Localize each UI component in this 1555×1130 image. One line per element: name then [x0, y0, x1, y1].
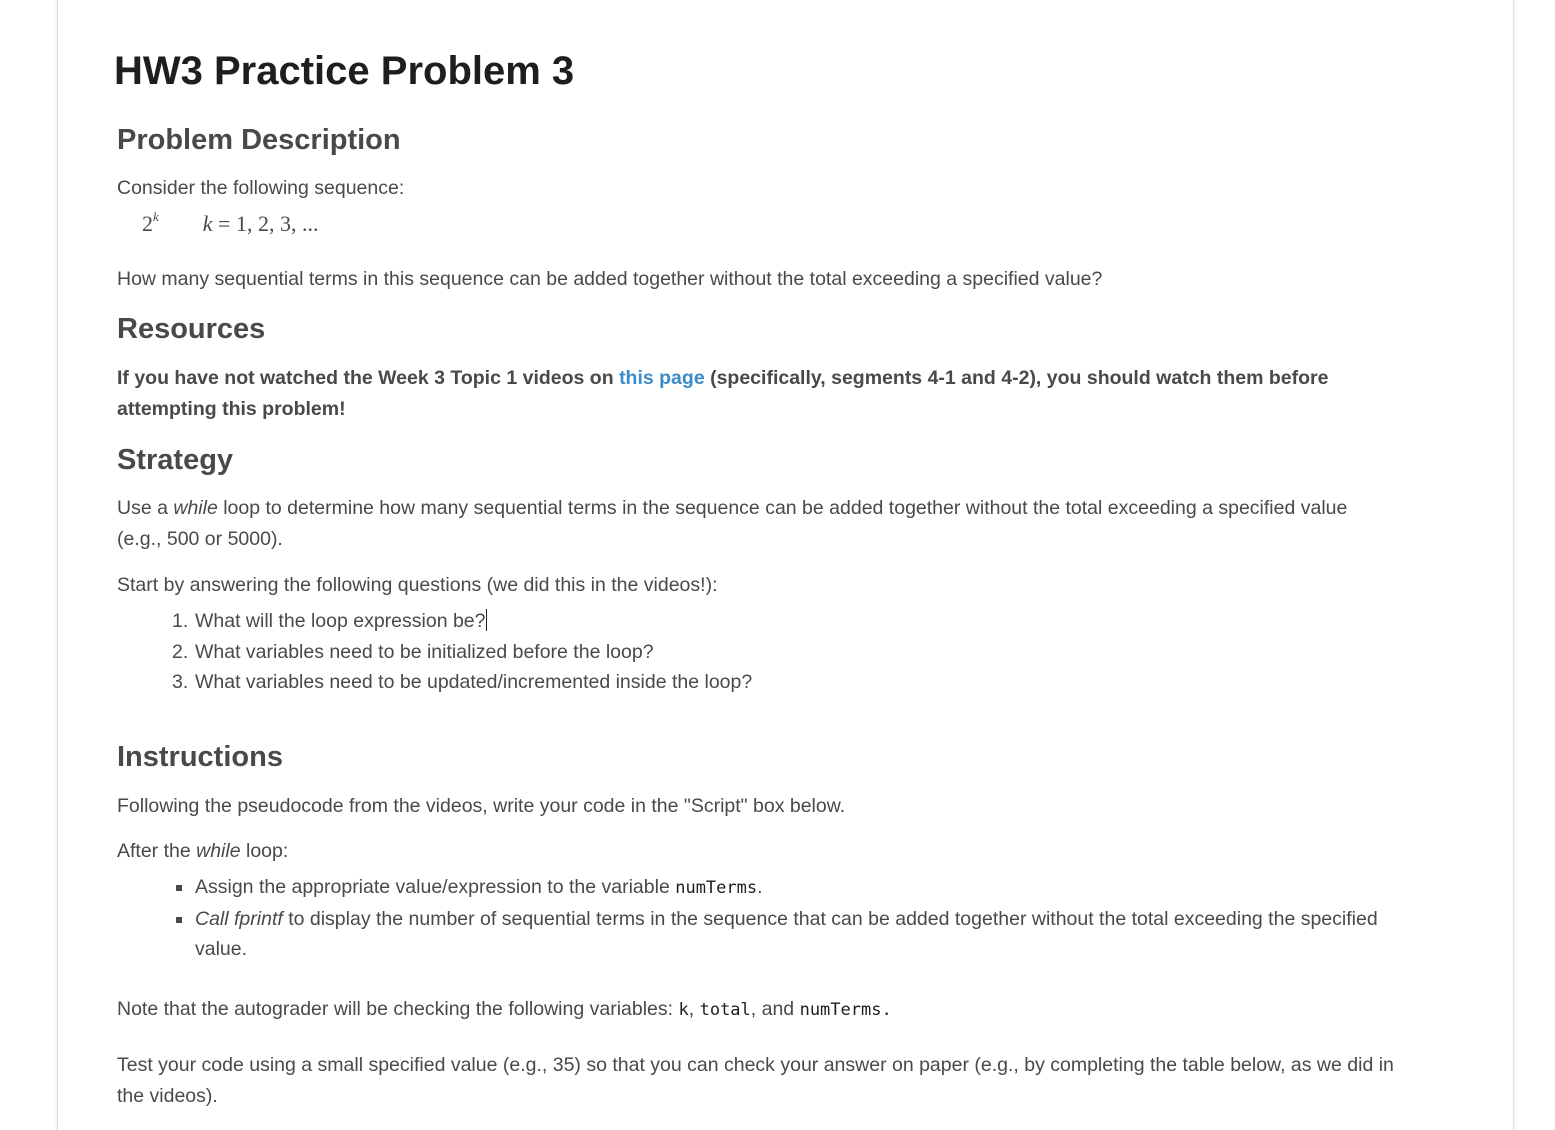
list-item-text: What variables need to be updated/incremented inside the loop? [195, 671, 753, 693]
bullet-square-icon [176, 917, 182, 923]
strategy-questions-intro: Start by answering the following questions (we did this in the videos!): [117, 574, 718, 596]
bullet2-text: to display the number of sequential terms in the sequence that can be added together without the total exceeding the specified value. [195, 907, 1378, 960]
bullet1-period: . [757, 876, 763, 898]
this-page-link[interactable]: this page [619, 367, 705, 389]
test-paragraph: Test your code using a small specified value (e.g., 35) so that you can check your answer on paper (e.g., by completing the table below, as we did in the videos). [117, 1054, 1394, 1107]
strategy-text-b: loop to determine how many sequential terms in the sequence can be added together without the total exceeding a specified value (e.g., 500 or 5000). [117, 497, 1348, 550]
list-item-number: 2. [172, 640, 189, 663]
instructions-paragraph: Following the pseudocode from the videos, write your code in the "Script" box below. [117, 795, 846, 817]
resources-text-after: (specifically, segments 4-1 and 4-2), you should watch them before attempting this problem! [117, 367, 1329, 420]
math-range: = 1, 2, 3, ... [212, 211, 319, 236]
after-loop-paragraph [117, 836, 288, 867]
heading-problem-description: Problem Description [117, 124, 401, 156]
after-while-italic: while [196, 840, 241, 862]
heading-strategy: Strategy [117, 444, 234, 476]
heading-instructions: Instructions [117, 741, 283, 773]
math-k: k [202, 211, 213, 236]
sequence-formula [142, 209, 318, 237]
heading-resources: Resources [117, 313, 266, 345]
note-text: Note that the autograder will be checking the following variables: [117, 998, 679, 1020]
code-numterms: numTerms. [799, 1000, 892, 1020]
sequence-question: How many sequential terms in this sequence can be added together without the total exceeding a specified value? [117, 268, 1103, 290]
list-item-number: 1. [172, 610, 189, 632]
resources-note [117, 363, 1387, 425]
code-total: total [699, 1000, 751, 1020]
list-item [172, 904, 1422, 965]
code-k: k [678, 1000, 689, 1020]
call-fprintf-italic: Call fprintf [195, 907, 283, 930]
math-base: 2 [142, 211, 153, 236]
list-item [172, 667, 752, 698]
list-item [172, 606, 752, 637]
bullet-square-icon [176, 885, 182, 891]
list-item [172, 637, 752, 668]
strategy-questions-list [172, 606, 752, 698]
strategy-paragraph [117, 493, 1397, 555]
list-item-number: 3. [172, 671, 189, 693]
list-item-text: What variables need to be initialized before the loop? [195, 640, 654, 663]
math-exponent: k [153, 209, 159, 224]
strategy-text-a: Use a [117, 497, 174, 519]
autograder-note [117, 994, 892, 1026]
strategy-while-italic: while [173, 497, 218, 519]
sequence-intro: Consider the following sequence: [117, 177, 405, 199]
list-item-text: What will the loop expression be? [195, 610, 486, 632]
content-card [57, 0, 1514, 1130]
after-text-b: loop: [240, 840, 289, 862]
after-text-a: After the [117, 840, 197, 862]
text-cursor [486, 609, 487, 631]
numterms-code: numTerms [675, 878, 758, 898]
instructions-bullet-list [172, 872, 1422, 965]
bullet1-text: Assign the appropriate value/expression to the variable [195, 876, 676, 898]
note-sep-1: , [688, 998, 700, 1020]
resources-text-before: If you have not watched the Week 3 Topic 1 videos on [117, 367, 620, 389]
note-sep-2: , and [750, 998, 800, 1020]
list-item [172, 872, 1422, 904]
page-title: HW3 Practice Problem 3 [114, 49, 575, 93]
